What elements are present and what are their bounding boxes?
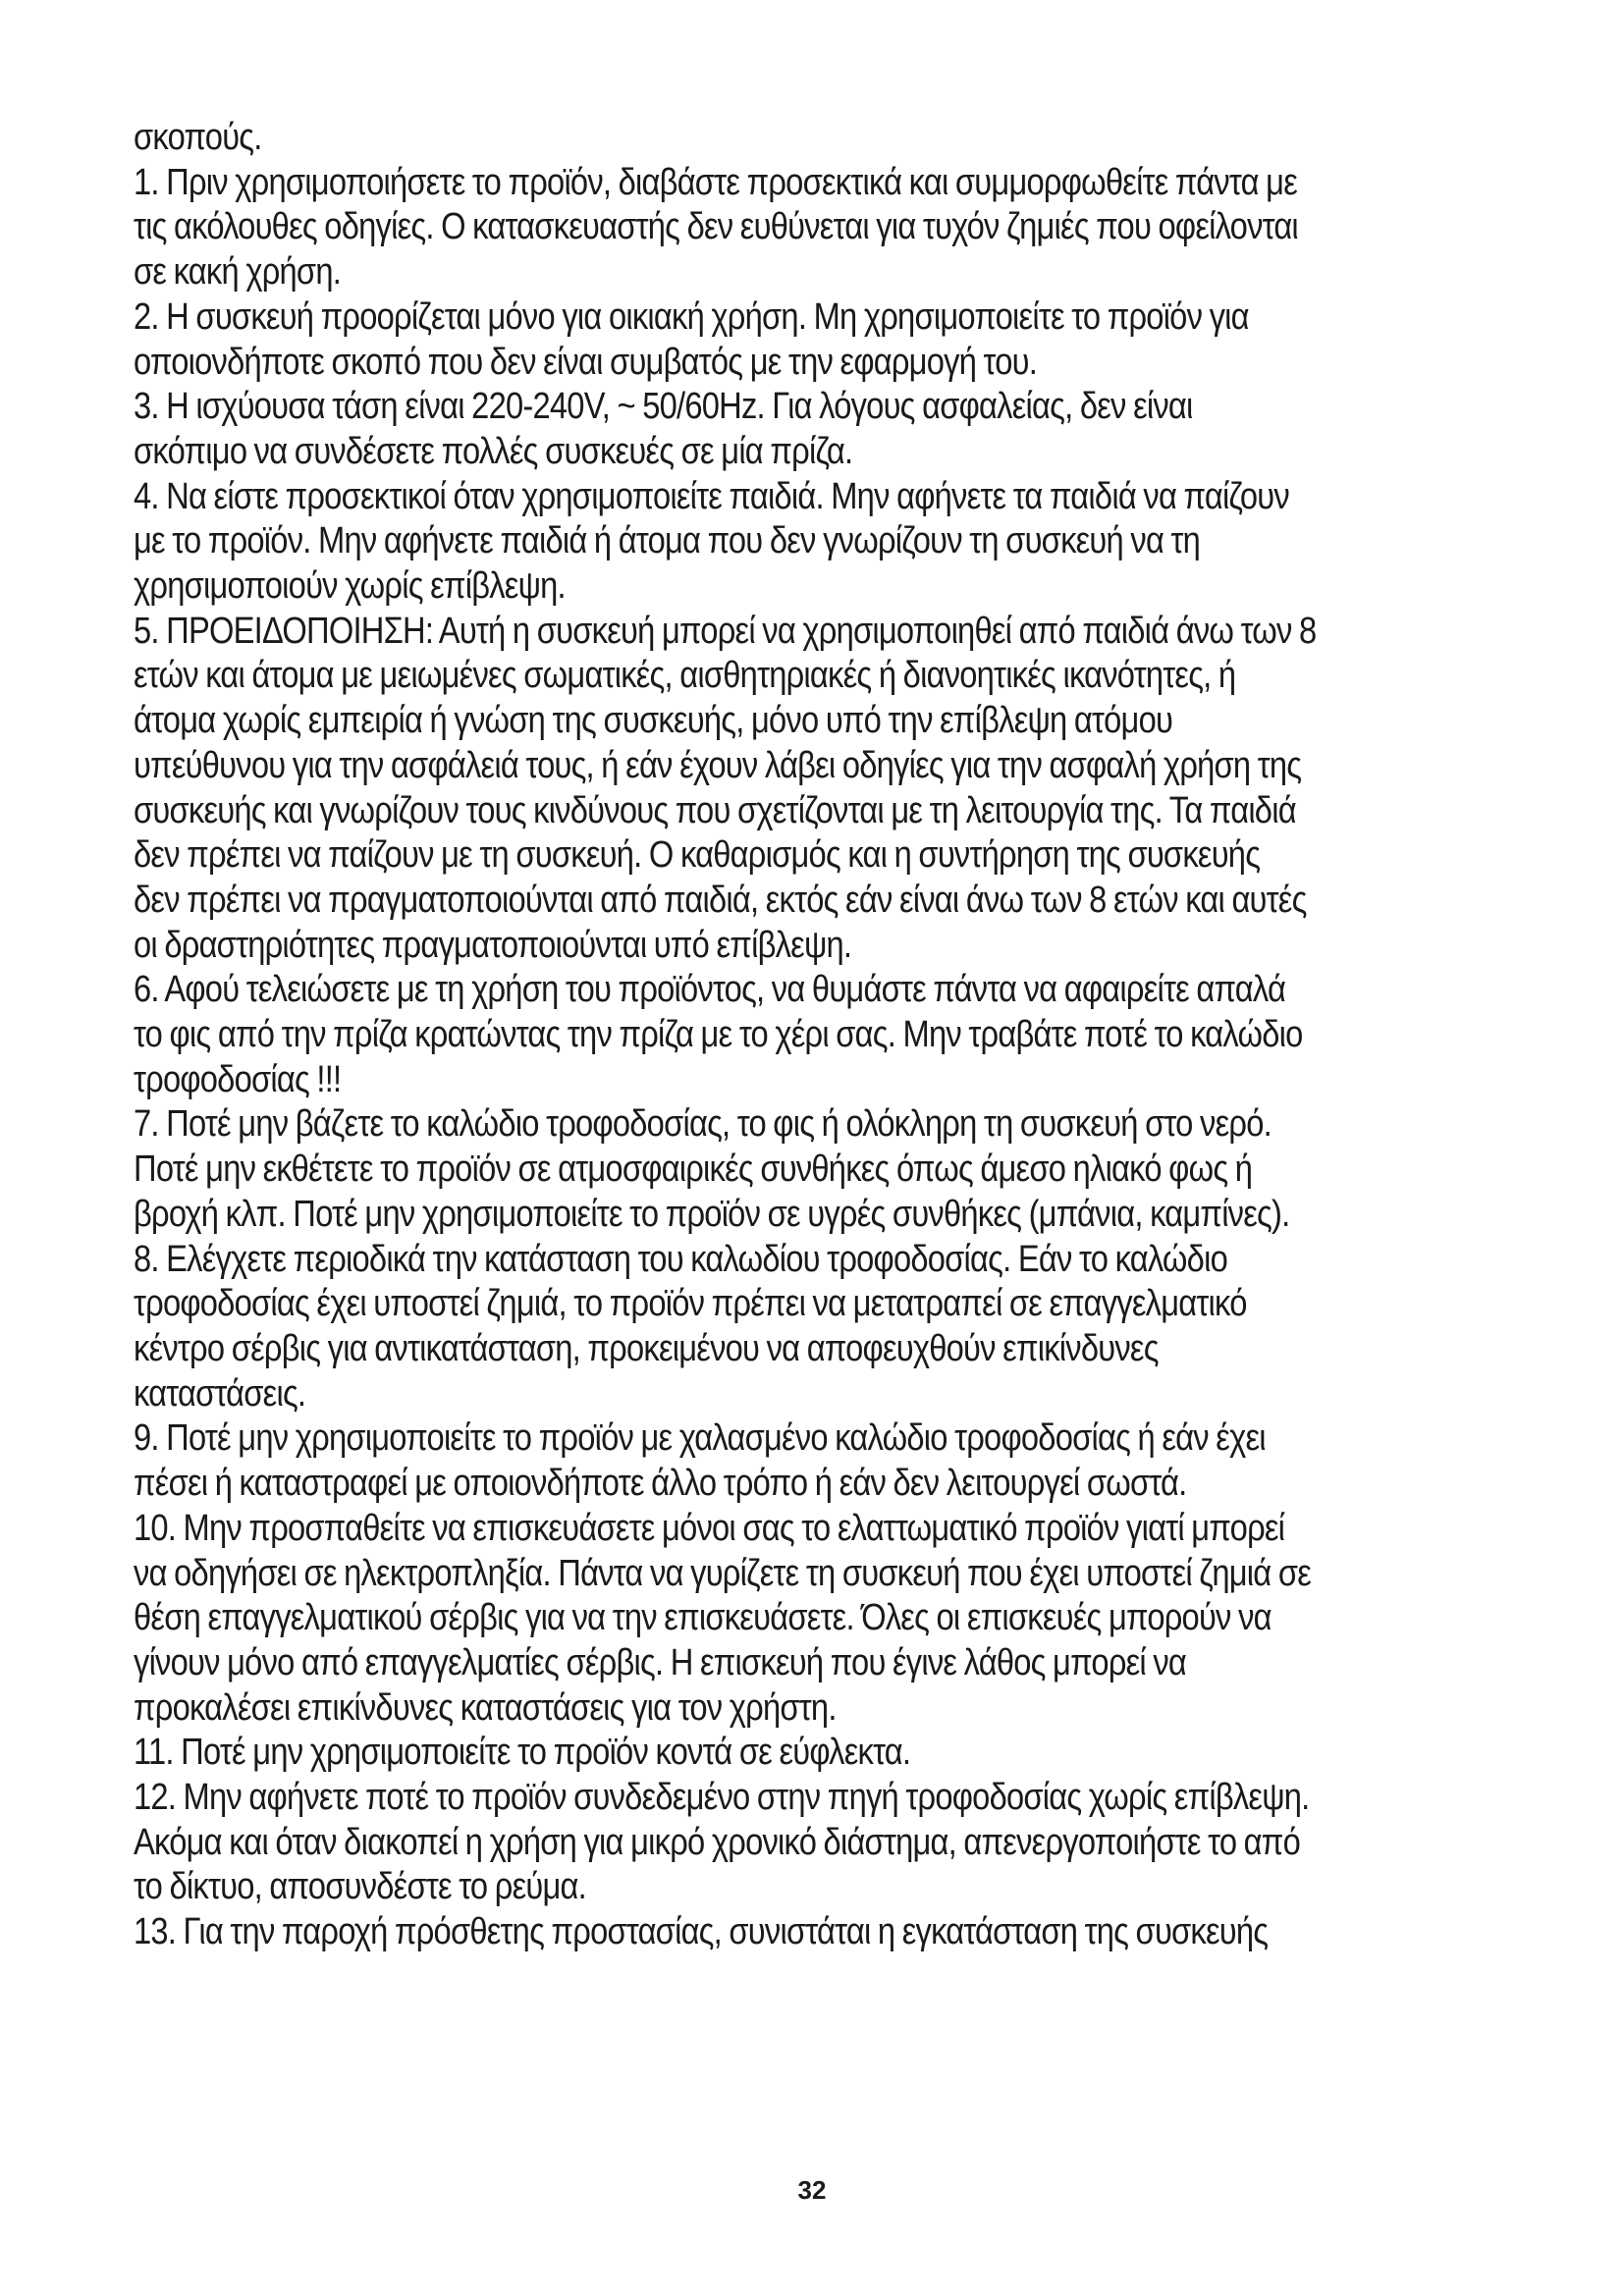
text-line: 10. Μην προσπαθείτε να επισκευάσετε μόνοι σας το ελαττωματικό προϊόν γιατί μπορεί	[134, 1507, 1285, 1549]
text-line: 6. Αφού τελειώσετε με τη χρήση του προϊόντος, να θυμάστε πάντα να αφαιρείτε απαλά	[134, 969, 1286, 1011]
text-line: σε κακή χρήση.	[134, 251, 342, 294]
text-line: θέση επαγγελματικού σέρβις για να την επισκευάσετε. Όλες οι επισκευές μπορούν να	[134, 1597, 1272, 1639]
text-line: τις ακόλουθες οδηγίες. Ο κατασκευαστής δεν ευθύνεται για τυχόν ζημιές που οφείλονται	[134, 206, 1298, 248]
text-line: σκοπούς.	[134, 117, 262, 158]
text-line: με το προϊόν. Μην αφήνετε παιδιά ή άτομα που δεν γνωρίζουν τη συσκευή να τη	[134, 520, 1201, 562]
text-line: τροφοδοσίας !!!	[134, 1058, 342, 1100]
text-line: 7. Ποτέ μην βάζετε το καλώδιο τροφοδοσίας, το φις ή ολόκληρη τη συσκευή στο νερό.	[134, 1103, 1272, 1146]
text-line: κέντρο σέρβις για αντικατάσταση, προκειμένου να αποφευχθούν επικίνδυνες	[134, 1327, 1159, 1369]
text-line: 13. Για την παροχή πρόσθετης προστασίας, συνιστάται η εγκατάσταση της συσκευής	[134, 1911, 1269, 1953]
text-line: 2. Η συσκευή προορίζεται μόνο για οικιακή χρήση. Μη χρησιμοποιείτε το προϊόν για	[134, 295, 1249, 338]
text-line: άτομα χωρίς εμπειρία ή γνώση της συσκευής, μόνο υπό την επίβλεψη ατόμου	[134, 700, 1173, 742]
text-line: Ποτέ μην εκθέτετε το προϊόν σε ατμοσφαιρικές συνθήκες όπως άμεσο ηλιακό φως ή	[134, 1148, 1253, 1191]
text-line: 11. Ποτέ μην χρησιμοποιείτε το προϊόν κοντά σε εύφλεκτα.	[134, 1732, 911, 1774]
text-line: προκαλέσει επικίνδυνες καταστάσεις για τον χρήστη.	[134, 1686, 837, 1729]
text-line: χρησιμοποιούν χωρίς επίβλεψη.	[134, 565, 566, 608]
text-line: σκόπιμο να συνδέσετε πολλές συσκευές σε μία πρίζα.	[134, 430, 853, 472]
text-line: Ακόμα και όταν διακοπεί η χρήση για μικρό χρονικό διάστημα, απενεργοποιήστε το από	[134, 1821, 1300, 1863]
text-line: γίνουν μόνο από επαγγελματίες σέρβις. Η επισκευή που έγινε λάθος μπορεί να	[134, 1641, 1187, 1683]
text-line: καταστάσεις.	[134, 1372, 306, 1415]
text-line: να οδηγήσει σε ηλεκτροπληξία. Πάντα να γυρίζετε τη συσκευή που έχει υποστεί ζημιά σε	[134, 1552, 1312, 1594]
text-line: οποιονδήποτε σκοπό που δεν είναι συμβατός με την εφαρμογή του.	[134, 341, 1038, 383]
text-line: οι δραστηριότητες πραγματοποιούνται υπό επίβλεψη.	[134, 924, 852, 966]
text-line: συσκευής και γνωρίζουν τους κινδύνους που σχετίζονται με τη λειτουργία της. Τα παιδιά	[134, 789, 1296, 831]
text-line: το δίκτυο, αποσυνδέστε το ρεύμα.	[134, 1866, 586, 1908]
instructions-text	[134, 116, 1332, 1955]
text-line: δεν πρέπει να πραγματοποιούνται από παιδιά, εκτός εάν είναι άνω των 8 ετών και αυτές	[134, 879, 1307, 921]
text-line: 9. Ποτέ μην χρησιμοποιείτε το προϊόν με χαλασμένο καλώδιο τροφοδοσίας ή εάν έχει	[134, 1417, 1266, 1460]
page-number: 32	[797, 2175, 827, 2205]
text-line: 1. Πριν χρησιμοποιήσετε το προϊόν, διαβάστε προσεκτικά και συμμορφωθείτε πάντα με	[134, 161, 1298, 203]
text-line: πέσει ή καταστραφεί με οποιονδήποτε άλλο τρόπο ή εάν δεν λειτουργεί σωστά.	[134, 1463, 1187, 1505]
text-line: 12. Μην αφήνετε ποτέ το προϊόν συνδεδεμένο στην πηγή τροφοδοσίας χωρίς επίβλεψη.	[134, 1777, 1310, 1819]
text-line: βροχή κλπ. Ποτέ μην χρησιμοποιείτε το προϊόν σε υγρές συνθήκες (μπάνια, καμπίνες).	[134, 1193, 1290, 1235]
text-line: υπεύθυνου για την ασφάλειά τους, ή εάν έχουν λάβει οδηγίες για την ασφαλή χρήση της	[134, 744, 1302, 786]
text-line: 4. Να είστε προσεκτικοί όταν χρησιμοποιείτε παιδιά. Μην αφήνετε τα παιδιά να παίζουν	[134, 475, 1289, 517]
text-line: δεν πρέπει να παίζουν με τη συσκευή. Ο καθαρισμός και η συντήρηση της συσκευής	[134, 834, 1261, 877]
text-line: τροφοδοσίας έχει υποστεί ζημιά, το προϊόν πρέπει να μετατραπεί σε επαγγελματικό	[134, 1283, 1247, 1325]
text-line: ετών και άτομα με μειωμένες σωματικές, αισθητηριακές ή διανοητικές ικανότητες, ή	[134, 655, 1236, 697]
text-line: 3. Η ισχύουσα τάση είναι 220-240V, ~ 50/60Hz. Για λόγους ασφαλείας, δεν είναι	[134, 386, 1193, 428]
text-line: 5. ΠΡΟΕΙΔΟΠΟΙΗΣΗ: Αυτή η συσκευή μπορεί να χρησιμοποιηθεί από παιδιά άνω των 8	[134, 610, 1317, 652]
text-line: 8. Ελέγχετε περιοδικά την κατάσταση του καλωδίου τροφοδοσίας. Εάν το καλώδιο	[134, 1238, 1227, 1280]
text-line: το φις από την πρίζα κρατώντας την πρίζα με το χέρι σας. Μην τραβάτε ποτέ το καλώδιο	[134, 1014, 1303, 1056]
